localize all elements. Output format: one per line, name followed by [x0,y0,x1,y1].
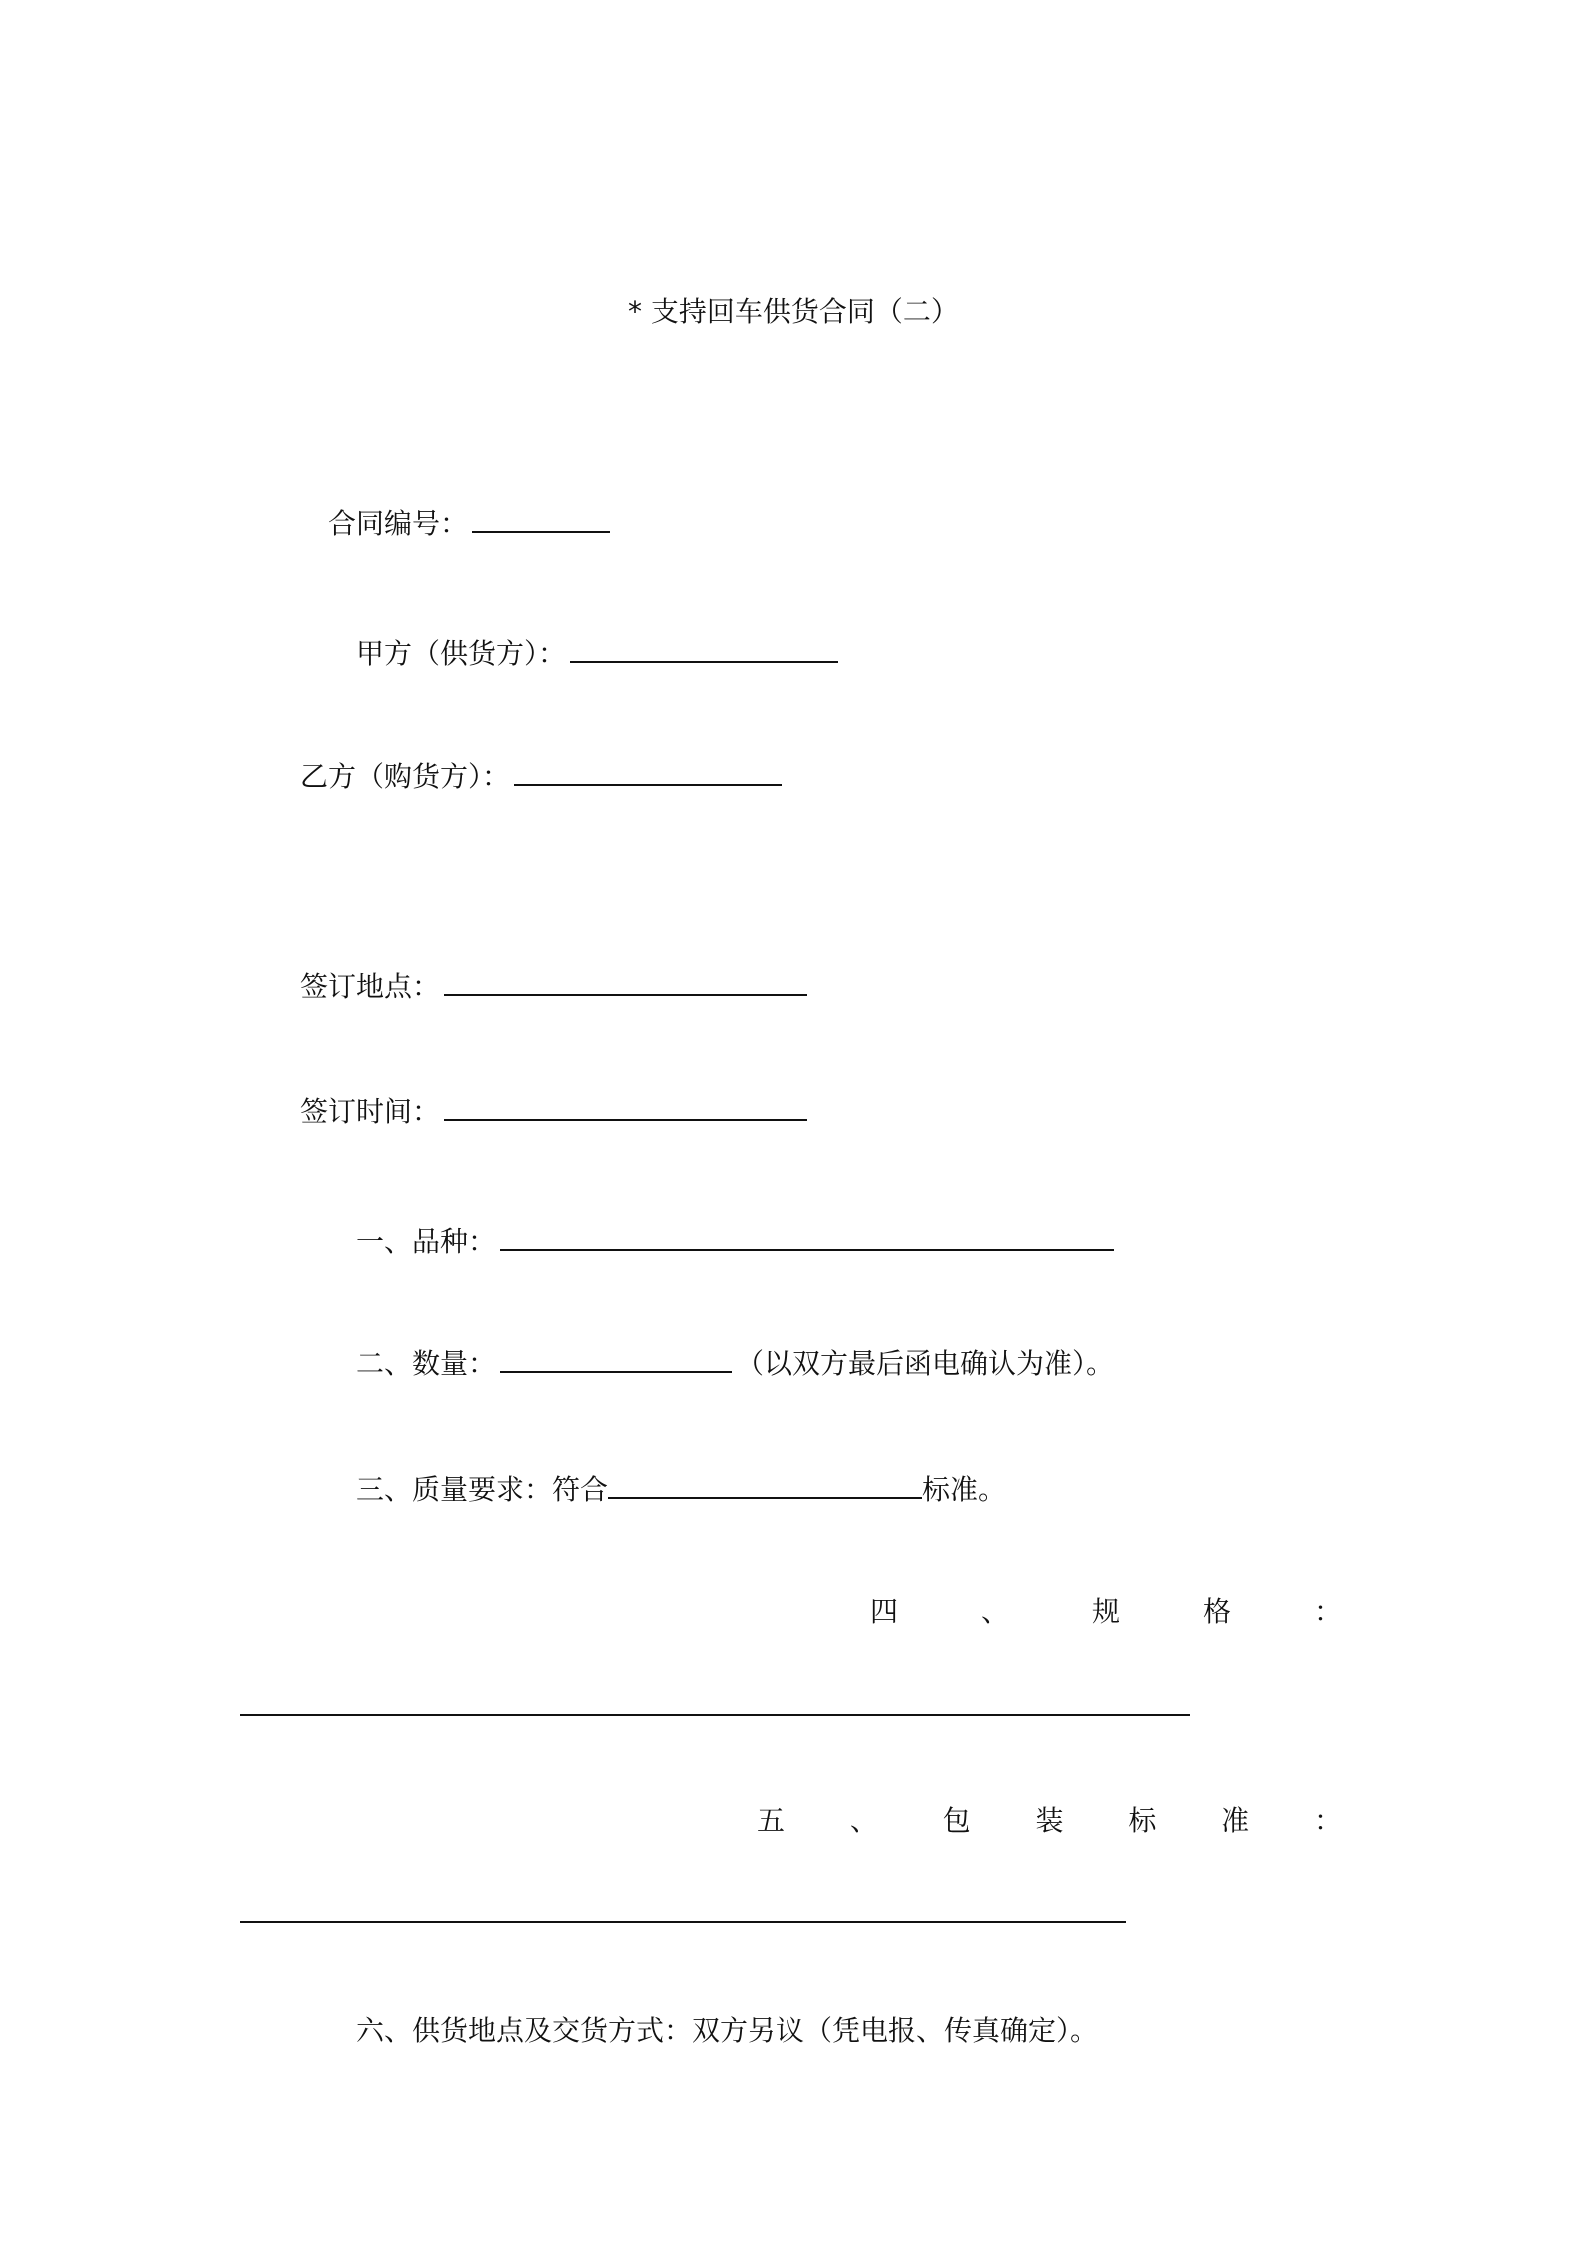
clause-3-label: 三、质量要求：符合 [356,1473,609,1506]
clause-4-char: 格 [1202,1595,1231,1628]
sign-time-row [300,1091,811,1132]
clause-3-row [356,1469,1006,1510]
clause-5-char: 包 [942,1804,971,1837]
clause-3-suffix: 标准。 [922,1473,1007,1506]
clause-4-char: 四 [870,1595,899,1628]
clause-2-blank[interactable] [500,1343,732,1373]
clause-2-suffix: （以双方最后函电确认为准）。 [736,1347,1115,1380]
clause-1-row [356,1221,1118,1262]
sign-time-blank[interactable] [444,1091,807,1121]
clause-2-row [356,1343,1114,1384]
clause-6-text: 六、供货地点及交货方式：双方另议（凭电报、传真确定）。 [356,2014,1099,2047]
document-title: * 支持回车供货合同（二） [628,295,959,328]
party-b-label: 乙方（购货方）： [300,760,511,793]
party-b-row [300,756,786,797]
clause-5-char: 标 [1128,1804,1157,1837]
clause-1-blank[interactable] [500,1221,1114,1251]
clause-4-blank[interactable] [240,1714,1190,1716]
contract-no-label: 合同编号： [328,507,469,540]
contract-no-blank[interactable] [472,503,610,533]
clause-5-char: ： [1313,1804,1342,1837]
sign-place-label: 签订地点： [300,970,441,1003]
clause-4-char: ： [1313,1595,1342,1628]
party-b-blank[interactable] [514,756,782,786]
contract-no-row [328,503,614,544]
clause-4-char: 、 [980,1595,1009,1628]
clause-5-heading [757,1801,1342,1841]
clause-5-blank[interactable] [240,1921,1126,1923]
clause-4-char: 规 [1091,1595,1120,1628]
clause-5-char: 五 [757,1804,786,1837]
clause-3-blank[interactable] [608,1469,922,1499]
sign-place-blank[interactable] [444,966,807,996]
party-a-row [356,633,842,674]
clause-1-label: 一、品种： [356,1225,497,1258]
clause-5-char: 装 [1035,1804,1064,1837]
clause-2-label: 二、数量： [356,1347,497,1380]
party-a-label: 甲方（供货方）： [356,637,567,670]
clause-5-char: 、 [849,1804,878,1837]
clause-4-heading [870,1592,1342,1632]
sign-place-row [300,966,811,1007]
party-a-blank[interactable] [570,633,838,663]
sign-time-label: 签订时间： [300,1095,441,1128]
clause-5-char: 准 [1221,1804,1250,1837]
